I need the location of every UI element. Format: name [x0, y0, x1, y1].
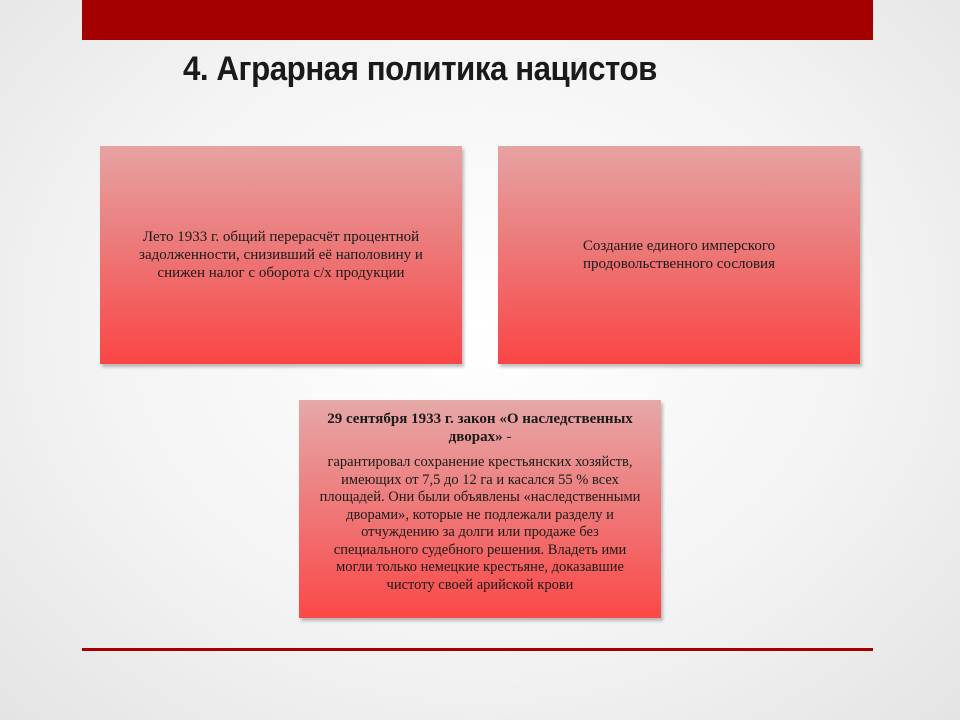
info-box-debt-relief — [100, 146, 462, 364]
slide-title: 4. Аграрная политика нацистов — [183, 50, 657, 88]
top-accent-bar — [82, 0, 873, 40]
bottom-accent-line — [82, 648, 873, 651]
hereditary-farms-heading-dash: - — [502, 429, 512, 445]
hereditary-farms-heading-text: 29 сентября 1933 г. закон «О наследственных дворах» — [327, 411, 633, 445]
info-box-hereditary-farms — [299, 400, 661, 618]
hereditary-farms-body: гарантировал сохранение крестьянских хозяйств, имеющих от 7,5 до 12 га и касался 55 % всех площадей. Они были объявлены «наследственными дворами», которые не подлежали разделу и отчуждению за долги или продаже без специального судебного решения. Владеть ими могли только немецкие крестьяне, доказавшие чистоту своей арийской крови — [319, 454, 641, 593]
info-box-food-estate-text: Создание единого имперского продовольственного сословия — [582, 238, 776, 272]
info-box-debt-relief-text: Лето 1933 г. общий перерасчёт процентной задолженности, снизивший её наполовину и снижен налог с оборота с/х продукции — [139, 229, 423, 281]
hereditary-farms-heading — [319, 410, 641, 446]
info-box-food-estate — [498, 146, 860, 364]
